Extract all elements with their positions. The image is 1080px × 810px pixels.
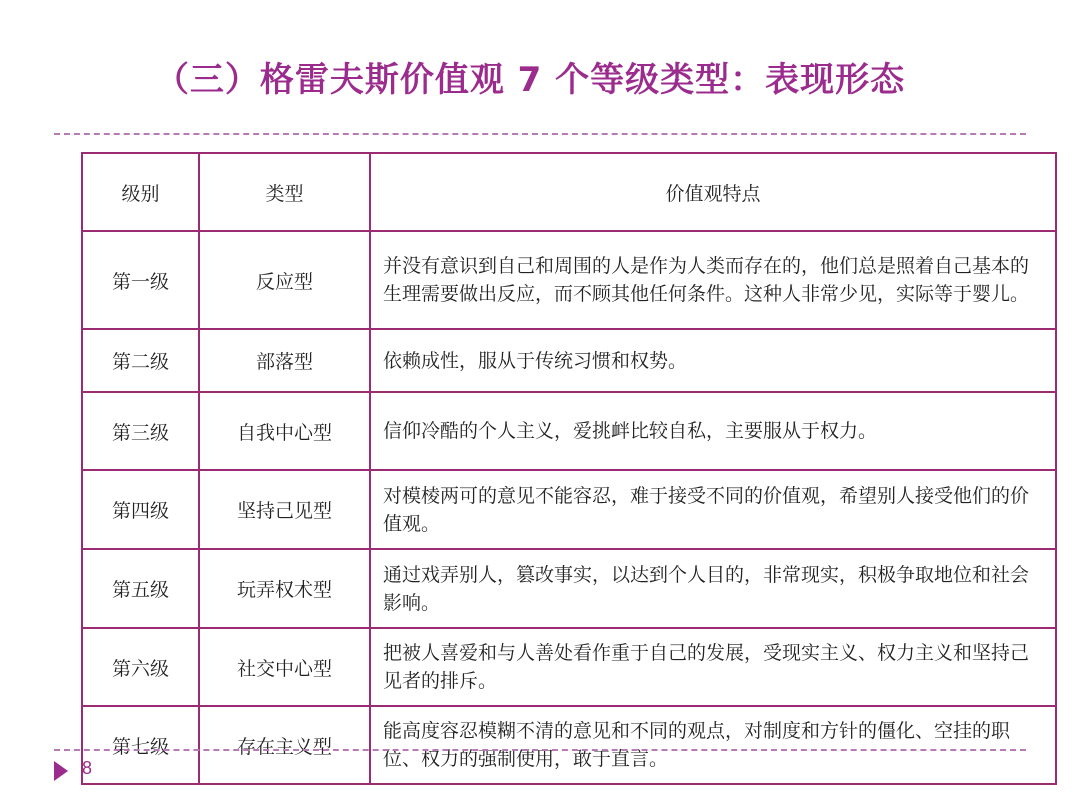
- row-traits: 把被人喜爱和与人善处看作重于自己的发展，受现实主义、权力主义和坚持己见者的排斥。: [370, 628, 1056, 706]
- row-type: 玩弄权术型: [199, 549, 370, 628]
- row-type: 自我中心型: [199, 392, 370, 470]
- row-level: 第一级: [82, 231, 199, 329]
- table-row: [82, 392, 1056, 470]
- value-levels-table: [81, 152, 1057, 785]
- table-row: [82, 549, 1056, 628]
- slide-title: （三）格雷夫斯价值观 7 个等级类型：表现形态: [154, 60, 906, 100]
- row-traits: 并没有意识到自己和周围的人是作为人类而存在的，他们总是照着自己基本的生理需要做出反应，而不顾其他任何条件。这种人非常少见，实际等于婴儿。: [370, 231, 1056, 329]
- row-level: 第三级: [82, 392, 199, 470]
- row-level: 第二级: [82, 329, 199, 392]
- top-divider: [54, 133, 1026, 135]
- table-row: [82, 628, 1056, 706]
- row-traits: 能高度容忍模糊不清的意见和不同的观点，对制度和方针的僵化、空挂的职位、权力的强制使用，敢于直言。: [370, 706, 1056, 784]
- header-level: 级别: [82, 153, 199, 231]
- row-type: 社交中心型: [199, 628, 370, 706]
- row-level: 第六级: [82, 628, 199, 706]
- table-row: [82, 470, 1056, 549]
- row-traits: 信仰冷酷的个人主义，爱挑衅比较自私，主要服从于权力。: [370, 392, 1056, 470]
- row-level: 第七级: [82, 706, 199, 784]
- header-type: 类型: [199, 153, 370, 231]
- row-type: 部落型: [199, 329, 370, 392]
- row-type: 坚持己见型: [199, 470, 370, 549]
- table-row: [82, 329, 1056, 392]
- row-traits: 依赖成性，服从于传统习惯和权势。: [370, 329, 1056, 392]
- bottom-divider: [54, 749, 1026, 751]
- header-traits: 价值观特点: [370, 153, 1056, 231]
- row-level: 第四级: [82, 470, 199, 549]
- table-row: [82, 706, 1056, 784]
- row-type: 反应型: [199, 231, 370, 329]
- triangle-arrow-icon: [54, 761, 68, 781]
- row-traits: 对模棱两可的意见不能容忍，难于接受不同的价值观，希望别人接受他们的价值观。: [370, 470, 1056, 549]
- row-type: 存在主义型: [199, 706, 370, 784]
- table-row: [82, 231, 1056, 329]
- row-level: 第五级: [82, 549, 199, 628]
- row-traits: 通过戏弄别人，篡改事实，以达到个人目的，非常现实，积极争取地位和社会影响。: [370, 549, 1056, 628]
- table-header-row: [82, 153, 1056, 231]
- page-number: 8: [82, 758, 93, 778]
